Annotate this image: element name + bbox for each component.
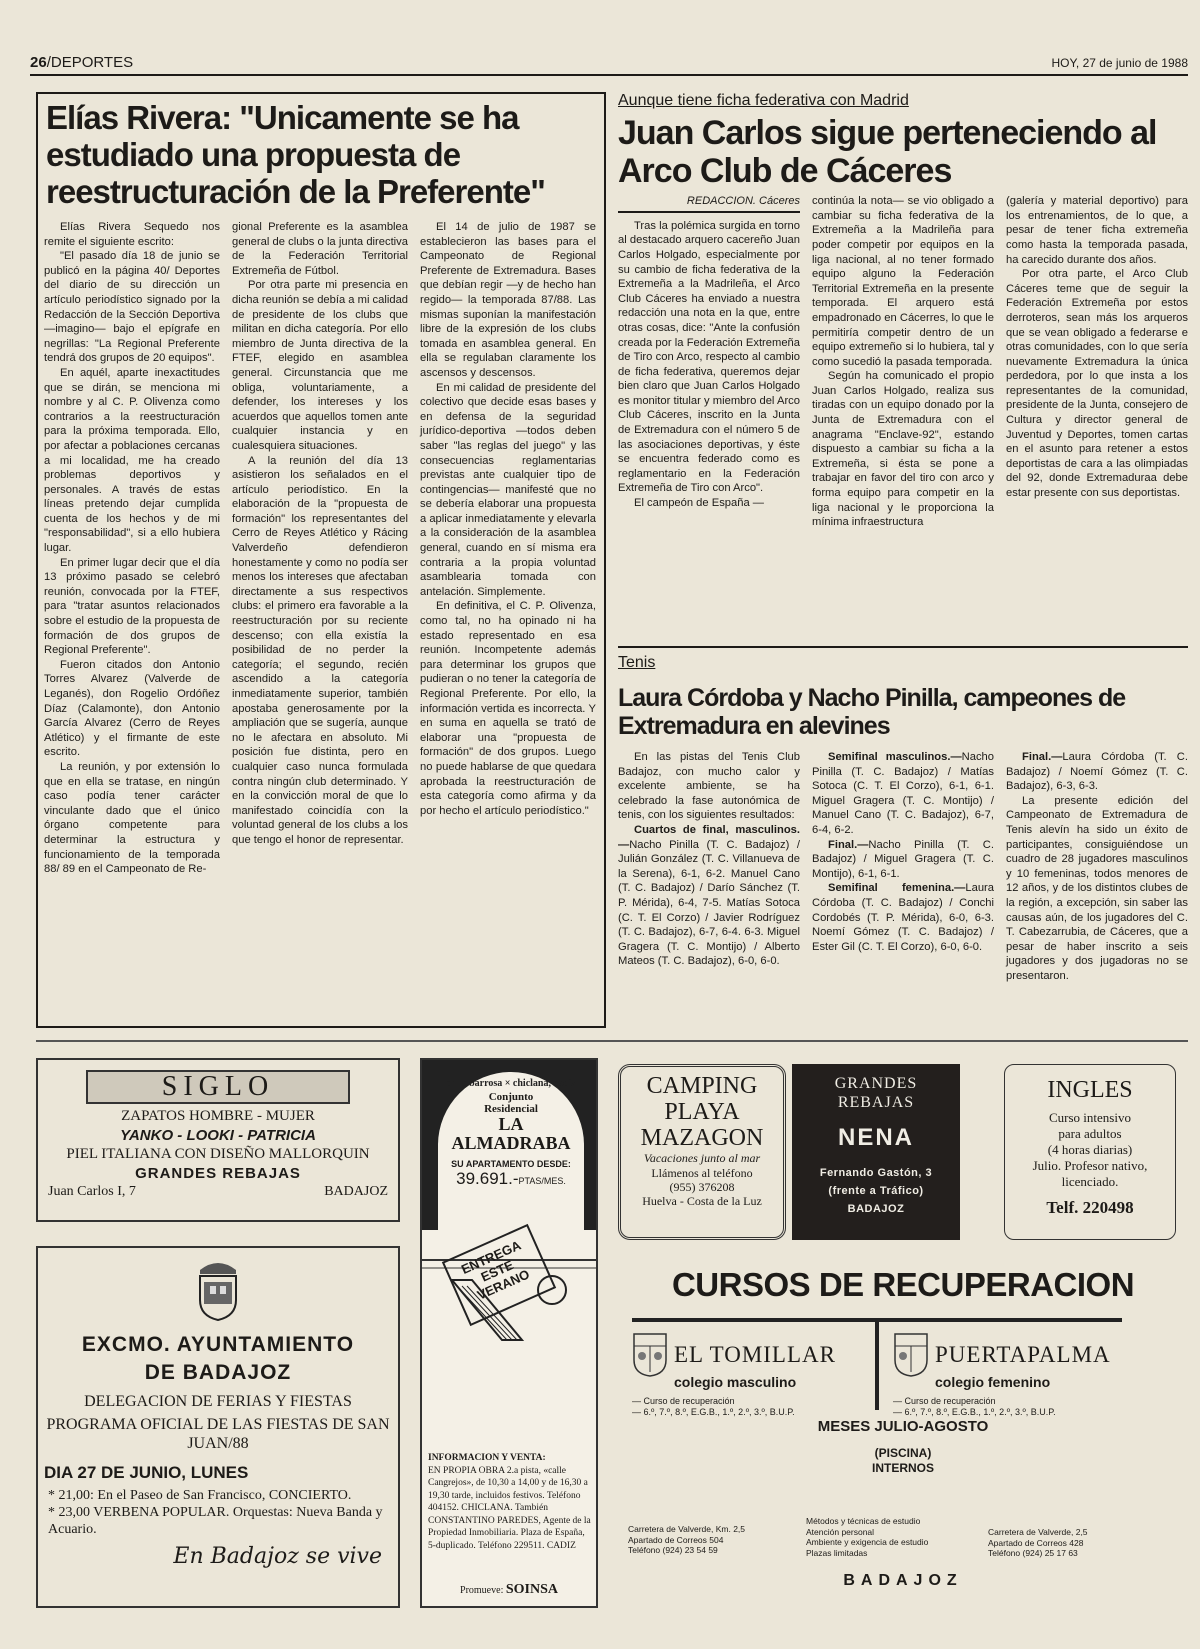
article-column — [812, 750, 994, 984]
school-name: PUERTAPALMA — [935, 1342, 1111, 1367]
ad-siglo — [36, 1058, 400, 1222]
article-body — [618, 194, 1188, 530]
school-type: colegio masculino — [674, 1374, 797, 1390]
ad-program: PROGRAMA OFICIAL DE LAS FIESTAS DE SAN JUAN/88 — [46, 1416, 390, 1452]
ad-title: CURSOS DE RECUPERACION — [671, 1266, 1135, 1303]
ad-phone: (955) 376208 — [669, 1180, 735, 1194]
school-name: EL TOMILLAR — [674, 1342, 836, 1367]
ad-ingles — [1004, 1064, 1176, 1240]
ad-line: (PISCINA) — [874, 1446, 932, 1460]
school-item: — Curso de recuperación — [893, 1396, 996, 1406]
ad-line: ZAPATOS HOMBRE - MUJER — [121, 1108, 315, 1124]
paragraph: Según ha comunicado el propio Juan Carlos Holgado, realiza sus tiradas con un equipo donado por la Junta de Extremadura con el anagrama "Enclave-92", estando dispuesto a cambiar su ficha a la Extremeña, si ésta se pone a trabajar en favor del tiro con arco y forma equipo para competir en la liga nacional y le proporciona la mínima infraestructura — [812, 370, 994, 529]
ad-line: SU APARTAMENTO DESDE: — [451, 1159, 571, 1169]
ad-price-unit: PTAS/MES. — [518, 1176, 566, 1186]
ad-title: INGLES — [1047, 1077, 1133, 1103]
ad-ayuntamiento-badajoz — [36, 1246, 400, 1608]
ad-event: * 23,00 VERBENA POPULAR. Orquestas: Nueva Banda y Acuario. — [48, 1505, 383, 1537]
ad-line: Residencial — [484, 1103, 538, 1115]
paragraph: gional Preferente es la asamblea general de clubs o la junta directiva de la Federación Territorial Extremeña de Fútbol. — [232, 221, 408, 277]
issue-date: HOY, 27 de junio de 1988 — [1051, 56, 1188, 70]
paragraph: En mi calidad de presidente del colectivo que decide esas bases y en defensa de la seguridad jurídico-deportiva —todos deben saber "las reglas del juego" y las consecuencias reglamentarias previstas ante cualquier tipo de contingencias— manifesté que no se debería elaborar una propuesta a aplicar inmediatamente y elevarla a la consideración de la asamblea general, cuando en sí misma era contraria a la propia voluntad asamblearia tomada con antelación. Simplemente. — [420, 381, 596, 598]
article-headline: Elías Rivera: "Unicamente se ha estudiado una propuesta de reestructuración de la Preferente" — [46, 99, 545, 210]
school-item: — 6.º, 7.º, 8.º, E.G.B., 1.º, 2.º, 3.º, B.U.P. — [632, 1407, 795, 1417]
school-type: colegio femenino — [935, 1374, 1051, 1390]
feature-list — [806, 1516, 928, 1558]
ad-line: REBAJAS — [837, 1094, 915, 1111]
round-results: Laura Córdoba (T. C. Badajoz) / Noemí Gómez (T. C. Badajoz), 6-3, 6-3. — [1006, 751, 1188, 793]
ad-landmark: (frente a Tráfico) — [828, 1185, 924, 1197]
round-results: Nacho Pinilla (T. C. Badajoz) / Matías Sotoca (C. T. El Corzo), 6-1, 6-1. Miguel Gragera (T. C. Montijo) / Manuel Cano (T. C. Badajoz), 6-7, 6-4, 6-2. — [812, 751, 994, 836]
feature-item: Plazas limitadas — [806, 1547, 868, 1558]
result-quarterfinals — [618, 823, 800, 969]
paragraph: En primer lugar decir que el día 13 próximo pasado se celebró reunión, convocada por la FTEF, para "tratar asuntos relacionados sobre el estudio de la propuesta de formación de dos grupos de Regional Preferente". — [44, 556, 220, 657]
article-column — [420, 220, 596, 877]
paragraph: Por otra parte mi presencia en dicha reunión se debía a mi calidad de presidente de los clubs que militan en dicha categoría. Por ello miembro de Junta directiva de la FTEF, elegido en asamblea general. Circunstancia que me obliga, voluntariamente, a defender, los intereses y los acuerdos que aquellos tomen ante cualquier instancia y en cualesquiera situaciones. — [232, 279, 409, 452]
paragraph: El campeón de España — — [634, 497, 764, 510]
article-headline: Juan Carlos sigue perteneciendo al Arco Club de Cáceres — [618, 114, 1157, 191]
coat-of-arms-icon — [192, 1256, 244, 1322]
school-puertapalma — [893, 1332, 1113, 1418]
school-shield-icon — [893, 1332, 929, 1378]
section-name: /DEPORTES — [46, 54, 134, 71]
result-final-women — [1006, 750, 1188, 794]
ad-info — [428, 1452, 592, 1552]
ad-line: licenciado. — [1061, 1174, 1119, 1189]
feature-item: Métodos y técnicas de estudio — [806, 1516, 921, 1526]
promoter-label: Promueve: — [460, 1585, 504, 1596]
ad-name: MAZAGON — [640, 1125, 764, 1151]
promoter — [422, 1582, 596, 1598]
school-item: — Curso de recuperación — [632, 1396, 735, 1406]
round-results: Nacho Pinilla (T. C. Badajoz) / Julián González (T. C. Villanueva de la Serena), 6-1, 6-2. Manuel Cano (T. C. Badajoz) / Darío Sánchez (T. P. Mérida), 6-4, 7-5. Matías Sotoca (C. T. El Corzo) / Javier Rodríguez (T. C. Badajoz), 6-7, 6-4. 6-3. Miguel Gragera (T. C. Montijo) / Alberto Mateos (T. C. Badajoz), 6-0, 6-0. — [618, 838, 800, 968]
ad-camping-playa-mazagon — [618, 1064, 786, 1240]
page-masthead — [30, 52, 1188, 76]
ad-line: Conjunto — [488, 1091, 534, 1103]
promoter-name: SOINSA — [505, 1582, 558, 1597]
ad-dept: DELEGACION DE FERIAS Y FIESTAS — [84, 1393, 352, 1410]
paragraph: Por otra parte, el Arco Club Cáceres teme que de seguir la Federación Extremeña por estos derroteros, sean más los arqueros que se vean obligado a federarse e otras comunidades, con lo que sería nuevamente Extremadura la única perdedora, por lo que insta a los representantes de la comunidad, presidente de la Junta, consejero de Cultura y director general de Juventud y Deportes, tomen cartas en el asunto para retener a estos deportistas de cara a las olimpiadas del 92, donde Extremaduraa debe estar presente con sus deportistas. — [1006, 268, 1188, 500]
result-semifinal-men — [812, 750, 994, 838]
article-column — [232, 220, 408, 877]
round-label: Cuartos de final, masculinos.— — [618, 823, 800, 851]
paragraph: La reunión, y por extensión lo que en ella se tratase, en ningún caso podía tener carácter vinculante dado que el único órgano competente para determinar la estructura y funcionamiento de la temporada 88/ 89 en el Campeonato de Re- — [44, 760, 220, 876]
ad-address: Juan Carlos I, 7 — [48, 1184, 136, 1199]
info-heading: INFORMACION Y VENTA: — [428, 1453, 546, 1463]
article-column — [1006, 750, 1188, 984]
paragraph: "El pasado día 18 de junio se publicó en la página 40/ Deportes del diario de su dirección un artículo periodístico signado por la Redacción de la Sección Deportiva —imagino— bajo el epígrafe en negrillas: "La Regional Preferente tendrá dos grupos de 20 equipos". — [44, 250, 220, 365]
article-column — [44, 220, 220, 877]
article-column — [618, 750, 800, 984]
ad-la-almadraba — [420, 1058, 598, 1608]
ad-line: Llámenos al teléfono — [651, 1166, 753, 1180]
ad-line: INTERNOS — [871, 1461, 934, 1475]
article-kicker: Aunque tiene ficha federativa con Madrid — [618, 92, 909, 109]
paragraph: En aquél, aparte inexactitudes que se dirán, se menciona mi nombre y al C. P. Olivenza como contrarios a la reestructuración para la próxima temporada. Ello, por afectar a poblaciones cercanas a mi localidad, me ha creado problemas deportivos y personales. A través de estas líneas pretendo dejar cumplida cuenta de los hechos y de mi "responsabilidad", si a ello hubiera lugar. — [44, 366, 220, 555]
paragraph: continúa la nota— se vio obligado a cambiar su ficha federativa de la Extremeña a la Madrileña para poder competir por equipos en la liga nacional, al no tener formado equipo alguno la Federación Territorial Extremeña en la presente temporada. El arquero está empadronado en Cácerres, lo que le permitiría competir dentro de un equipo extremeño si lo hubiera, tal y como sucedió la pasada temporada. — [812, 195, 994, 368]
ad-city: BADAJOZ — [843, 1572, 963, 1589]
ad-price: 39.691.- — [456, 1169, 519, 1188]
ad-nena — [792, 1064, 960, 1240]
ad-address: Fernando Gastón, 3 — [819, 1167, 933, 1179]
ad-line: PIEL ITALIANA CON DISEÑO MALLORQUIN — [66, 1146, 370, 1162]
school-shield-icon — [632, 1332, 668, 1378]
round-results: Nacho Pinilla (T. C. Badajoz) / Miguel Gragera (T. C. Montijo), 6-1, 6-1. — [812, 838, 994, 880]
article-column — [812, 194, 994, 530]
arch-shape — [438, 1072, 584, 1232]
ad-name: NENA — [837, 1124, 914, 1151]
paragraph: La presente edición del Campeonato de Extremadura de Tenis alevín ha sido un éxito de participantes, consiguiéndose un cuadro de 28 jugadores masculinos y 10 femeninas, todos menores de 12 años, y de los distintos clubes de la región, a excepción, sin saber las causas aún, de los jugadores del C. T. Cabezarrubia, de Cáceres, que a pesar de haber inscrito a seis jugadores y dos jugadoras no se presentaron. — [1006, 794, 1188, 982]
ad-months: MESES JULIO-AGOSTO — [817, 1418, 989, 1435]
school-el-tomillar — [632, 1332, 852, 1418]
info-text: EN PROPIA OBRA 2.a pista, «calle Cangrejos», de 10,30 a 14,00 y de 16,30 a 19,30 tarde, incluidos festivos. Teléfono 404152. CHICLANA. También CONSTANTINO PAREDES, Agente de la Propiedad Inmobiliaria. Plaza de España, 5-duplicado. Teléfono 229511. CADIZ — [428, 1465, 591, 1551]
ad-line: GRANDES — [834, 1075, 918, 1092]
article-column — [1006, 194, 1188, 530]
ads-divider — [36, 1040, 1188, 1042]
arc-text: en la barrosa × chiclana, cadiz — [446, 1078, 576, 1089]
ad-title: DE BADAJOZ — [144, 1361, 292, 1384]
ad-city: BADAJOZ — [324, 1184, 388, 1199]
article-column — [618, 194, 800, 530]
result-semifinal-women — [812, 881, 994, 954]
ad-day: DIA 27 DE JUNIO, LUNES — [44, 1463, 249, 1482]
round-label: Final.— — [1022, 751, 1063, 763]
ad-description — [1005, 1110, 1175, 1190]
school-item: — 6.º, 7.º, 8.º, E.G.B., 1.º, 2.º, 3.º, B.U.P. — [893, 1407, 1056, 1417]
address-line: Carretera de Valverde, Km. 2,5 — [628, 1524, 746, 1534]
article-body — [44, 220, 596, 877]
paragraph: En definitiva, el C. P. Olivenza, como tal, no ha opinado ni ha estado representado en esa reunión. Incompetente además para determinar los grupos que pudieran o no tener la categoría de Regional Preferente. Por ello, la información vertida es incorrecta. Y en suma en aquella se trató de elaborar una "propuesta de formación" de dos grupos. Luego no puede hablarse de que quedara aprobada la reestructuración de esta categoría como afirma y da por hecho el artículo periodístico." — [420, 600, 596, 817]
page-number: 26 — [30, 54, 47, 71]
ad-cursos-recuperacion — [618, 1266, 1188, 1626]
article-tenis — [618, 646, 1188, 1026]
ad-features-main — [618, 1446, 1188, 1476]
school-address — [628, 1524, 745, 1556]
result-final-men — [812, 838, 994, 882]
paragraph: A la reunión del día 13 asistieron los señalados en el artículo periodístico. En la elaboración de la "propuesta de formación" los representantes del Cerro de Reyes Atlético y Rácing Valverdeño defendieron honestamente y como no podía ser menos los intereses que afectaban directamente a sus respectivos clubs: el primero era favorable a la reestructuración por su reciente descenso; con ella existía la posibilidad de no perder la categoría; el segundo, recién ascendido a la categoría inmediatamente superior, también apostaba generosamente por la ampliación que se sugería, aunque no le afectara en absoluto. Mi posición fue distinta, pero en cualquier caso nunca formulada contra ningún club determinado. Y en la convicción moral de que lo manifestado coincidía con la voluntad general de los clubs a los que tengo el honor de representar. — [232, 454, 408, 846]
ad-location: Huelva - Costa de la Luz — [642, 1194, 762, 1208]
ad-event: * 21,00: En el Paseo de San Francisco, CONCIERTO. — [48, 1488, 352, 1503]
round-label: Final.— — [828, 838, 869, 851]
article-juan-carlos — [618, 92, 1188, 640]
article-body — [618, 750, 1188, 984]
address-line: Apartado de Correos 504 — [628, 1534, 724, 1545]
ad-line: (4 horas diarias) — [1047, 1142, 1133, 1157]
divider — [875, 1318, 879, 1410]
paragraph: (galería y material deportivo) para los entrenamientos, de lo que, a pesar de tener ficha extremeña como hasta la temporada pasada, ha carecido durante dos años. — [1006, 195, 1188, 266]
ad-title: EXCMO. AYUNTAMIENTO — [81, 1333, 355, 1356]
article-kicker: Tenis — [618, 654, 656, 671]
article-elias-rivera — [36, 92, 606, 1028]
almadraba-header — [422, 1060, 596, 1230]
paragraph: Fueron citados don Antonio Torres Alvarez (Valverde de Leganés), don Rogelio Ordóñez Díaz (Calamonte), don Antonio García Alvarez (Cerro de Reyes Atlético) y el firmante de este escrito. — [44, 658, 220, 759]
feature-item: Atención personal — [806, 1526, 875, 1537]
address-line: Teléfono (924) 25 17 63 — [988, 1548, 1078, 1558]
round-label: Semifinal femenina.— — [828, 882, 966, 895]
ad-slogan: En Badajoz se vive — [173, 1544, 382, 1569]
ad-brands: YANKO - LOOKI - PATRICIA — [120, 1127, 316, 1144]
ad-name: ALMADRABA — [451, 1133, 571, 1153]
byline: REDACCION. Cáceres — [618, 194, 800, 213]
ad-line: Julio. Profesor nativo, — [1032, 1158, 1148, 1173]
ad-line: Curso intensivo — [1049, 1110, 1131, 1125]
paragraph: Tras la polémica surgida en torno al destacado arquero cacereño Juan Carlos Holgado, especialmente por su cambio de ficha federativa de la Extremeña a la Madrileña, el Arco Club Cáceres ha enviado a nuestra redacción una nota en la que, entre otras cosas, dice: "Ante la confusión creada por la Federación Extremeña de Tiro con Arco, respecto al cambio de ficha federativa, queremos dejar bien claro que Juan Carlos Holgado es monitor titular y miembro del Arco Club Cáceres, inscrito en la Junta de Extremadura con el número 5 de las asociaciones deportivas, y éste se encuentra federado como es reglamentario en la Federación Extremeña de Tiro con Arco". — [618, 219, 800, 495]
address-line: Carretera de Valverde, 2,5 — [988, 1527, 1088, 1537]
ad-line: para adultos — [1058, 1126, 1122, 1141]
address-line: Apartado de Correos 428 — [988, 1537, 1084, 1548]
ad-name: CAMPING — [646, 1073, 758, 1099]
paragraph: El 14 de julio de 1987 se establecieron las bases para el Campeonato de Regional Preferente de Extremadura. Bases que debían regir —y de hecho han regido— la temporada 87/88. Las mismas suponían la manifestación libre de la expresión de los clubs tomada en asamblea general. En ella se regulaban claramente los ascensos y descensos. — [420, 221, 596, 379]
feature-item: Ambiente y exigencia de estudio — [806, 1537, 929, 1547]
delivery-stamp: ENTREGA ESTE VERANO — [442, 1224, 556, 1326]
round-label: Semifinal masculinos.— — [828, 751, 962, 763]
paragraph: Elías Rivera Sequedo nos remite el siguiente escrito: — [44, 221, 220, 248]
ad-name: LA — [498, 1114, 524, 1134]
article-headline: Laura Córdoba y Nacho Pinilla, campeones de Extremadura en alevines — [618, 684, 1126, 740]
ad-slogan: Vacaciones junto al mar — [643, 1151, 761, 1165]
paragraph: En las pistas del Tenis Club Badajoz, con mucho calor y excelente ambiente, se ha celebrado la fase autonómica de tenis, con los siguientes resultados: — [618, 751, 800, 822]
ad-phone: Telf. 220498 — [1046, 1198, 1134, 1217]
ad-city: BADAJOZ — [847, 1203, 905, 1215]
section-label — [30, 54, 133, 71]
ad-name: PLAYA — [664, 1099, 740, 1125]
siglo-logo: SIGLO — [86, 1070, 350, 1104]
address-line: Teléfono (924) 23 54 59 — [628, 1545, 718, 1555]
section-divider — [618, 646, 1188, 648]
school-address — [988, 1527, 1088, 1559]
ad-line: GRANDES REBAJAS — [135, 1165, 301, 1182]
round-results: Laura Córdoba (T. C. Badajoz) / Conchi Cordobés (T. P. Mérida), 6-0, 6-3. Noemí Gómez (T. C. Badajoz) / Ester Gil (C. T. El Corzo), 6-0, 6-0. — [812, 882, 994, 953]
